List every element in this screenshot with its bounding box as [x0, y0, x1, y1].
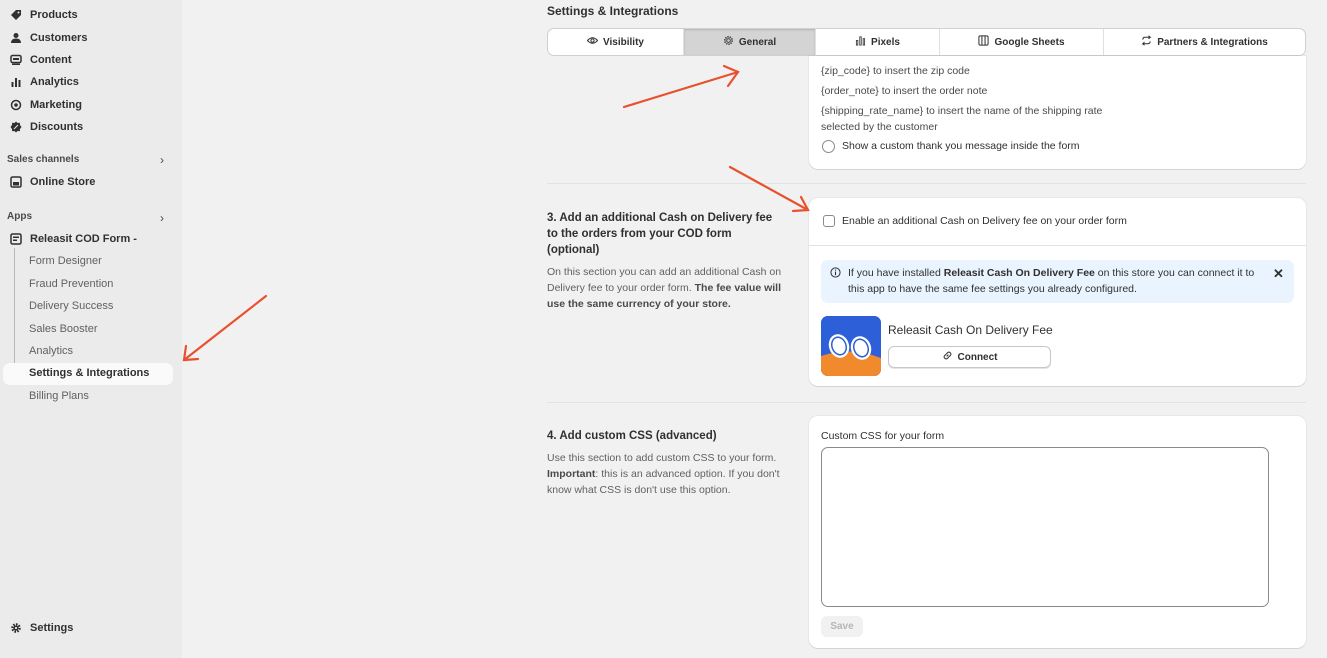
arrow-to-fee-checkbox	[730, 167, 808, 210]
sales-channels-label[interactable]: Sales channels	[7, 154, 80, 165]
subitem-analytics[interactable]: Analytics	[29, 345, 74, 357]
columns-icon	[978, 35, 989, 49]
person-icon	[9, 32, 22, 45]
discount-icon	[9, 121, 22, 134]
releasit-fee-app-logo	[821, 316, 881, 376]
tab-partners-integrations[interactable]	[1104, 29, 1305, 55]
nav-label: Online Store	[30, 176, 96, 188]
tab-label: General	[738, 36, 777, 48]
variable-note: {order_note} to insert the order note	[821, 85, 988, 97]
connect-button[interactable]	[888, 346, 1051, 368]
nav-settings[interactable]	[0, 618, 182, 638]
arrow-to-general-tab	[624, 72, 738, 107]
nav-label: Products	[30, 9, 78, 21]
settings-tabs	[547, 28, 1306, 56]
thank-you-radio-label[interactable]: Show a custom thank you message inside the form	[842, 140, 1080, 152]
nav-label: Releasit COD Form -	[30, 233, 137, 245]
store-icon	[9, 176, 22, 189]
gear-icon	[723, 35, 734, 49]
nav-discounts[interactable]	[0, 117, 182, 137]
custom-css-textarea[interactable]	[821, 447, 1269, 607]
fee-section-description	[547, 264, 787, 312]
thank-you-radio[interactable]	[822, 140, 835, 153]
nav-content[interactable]	[0, 50, 182, 70]
sync-icon	[1141, 35, 1152, 49]
banner-bold: Releasit Cash On Delivery Fee	[943, 267, 1095, 279]
eye-icon	[587, 35, 598, 49]
nav-app-releasit[interactable]	[0, 229, 182, 249]
subitem-sales-booster[interactable]: Sales Booster	[29, 323, 98, 335]
variable-shipping-line2: selected by the customer	[821, 121, 938, 133]
nav-products[interactable]	[0, 5, 182, 25]
tab-label: Visibility	[603, 36, 644, 48]
enable-fee-checkbox[interactable]	[823, 215, 835, 227]
fee-section-title: 3. Add an additional Cash on Delivery fee to the orders from your COD form (optional)	[547, 212, 773, 256]
tree-line	[14, 248, 15, 368]
banner-pre: If you have installed	[848, 267, 944, 279]
gear-icon	[9, 622, 22, 635]
app-icon	[9, 233, 22, 246]
subitem-fraud-prevention[interactable]: Fraud Prevention	[29, 278, 114, 290]
css-desc-1: Use this section to add custom CSS to your form.	[547, 452, 777, 464]
content-icon	[9, 54, 22, 67]
css-section-description	[547, 450, 782, 498]
css-desc-bold: Important	[547, 468, 596, 480]
nav-label: Customers	[30, 32, 88, 44]
app-name: Releasit Cash On Delivery Fee	[888, 323, 1053, 337]
tab-label: Pixels	[871, 36, 900, 48]
nav-label: Content	[30, 54, 72, 66]
info-icon	[830, 267, 841, 278]
info-banner-text	[848, 265, 1263, 297]
link-icon	[942, 350, 953, 364]
nav-label: Marketing	[30, 99, 82, 111]
banner-post: on this store you can connect it to this app to have the same fee settings you already configured.	[848, 267, 1255, 295]
nav-label: Analytics	[30, 76, 79, 88]
tab-google-sheets[interactable]	[940, 29, 1104, 55]
arrow-to-settings-integrations	[184, 296, 266, 360]
section-divider	[547, 402, 1306, 403]
sidebar	[0, 0, 182, 658]
apps-label[interactable]: Apps	[7, 211, 32, 222]
section-divider	[547, 183, 1306, 184]
nav-analytics[interactable]	[0, 72, 182, 92]
css-desc-2: : this is an advanced option. If you don't know what CSS is don't use this option.	[547, 468, 780, 496]
bar-chart-icon	[9, 76, 22, 89]
subitem-billing-plans[interactable]: Billing Plans	[29, 390, 89, 402]
variable-shipping-line1: {shipping_rate_name} to insert the name of the shipping rate	[821, 105, 1103, 117]
tab-pixels[interactable]	[816, 29, 940, 55]
fee-desc-plain: On this section you can add an additional Cash on Delivery fee to your order form.	[547, 266, 782, 294]
fee-desc-bold: The fee value will use the same currency of your store.	[547, 282, 782, 310]
variable-zip: {zip_code} to insert the zip code	[821, 65, 970, 77]
subitem-settings-integrations[interactable]: Settings & Integrations	[29, 367, 150, 379]
card-separator	[809, 245, 1306, 246]
enable-fee-checkbox-label[interactable]: Enable an additional Cash on Delivery fee on your order form	[842, 215, 1127, 227]
page-title: Settings & Integrations	[547, 4, 679, 18]
bar-chart-icon	[855, 35, 866, 49]
tab-general[interactable]	[684, 29, 816, 55]
chevron-right-icon[interactable]: ›	[160, 211, 164, 225]
subitem-form-designer[interactable]: Form Designer	[29, 255, 102, 267]
nav-customers[interactable]	[0, 28, 182, 48]
connect-label: Connect	[957, 351, 998, 363]
target-icon	[9, 99, 22, 112]
nav-label: Settings	[30, 622, 74, 634]
nav-online-store[interactable]	[0, 172, 182, 192]
nav-marketing[interactable]	[0, 95, 182, 115]
tab-visibility[interactable]	[548, 29, 684, 55]
nav-label: Discounts	[30, 121, 84, 133]
tab-label: Partners & Integrations	[1157, 36, 1268, 48]
css-field-label: Custom CSS for your form	[821, 430, 945, 442]
tab-label: Google Sheets	[994, 36, 1065, 48]
chevron-right-icon[interactable]: ›	[160, 153, 164, 167]
save-button[interactable]: Save	[821, 616, 863, 637]
tag-icon	[9, 9, 22, 22]
close-icon[interactable]: ✕	[1273, 266, 1284, 281]
css-section-title: 4. Add custom CSS (advanced)	[547, 430, 717, 442]
subitem-delivery-success[interactable]: Delivery Success	[29, 300, 114, 312]
